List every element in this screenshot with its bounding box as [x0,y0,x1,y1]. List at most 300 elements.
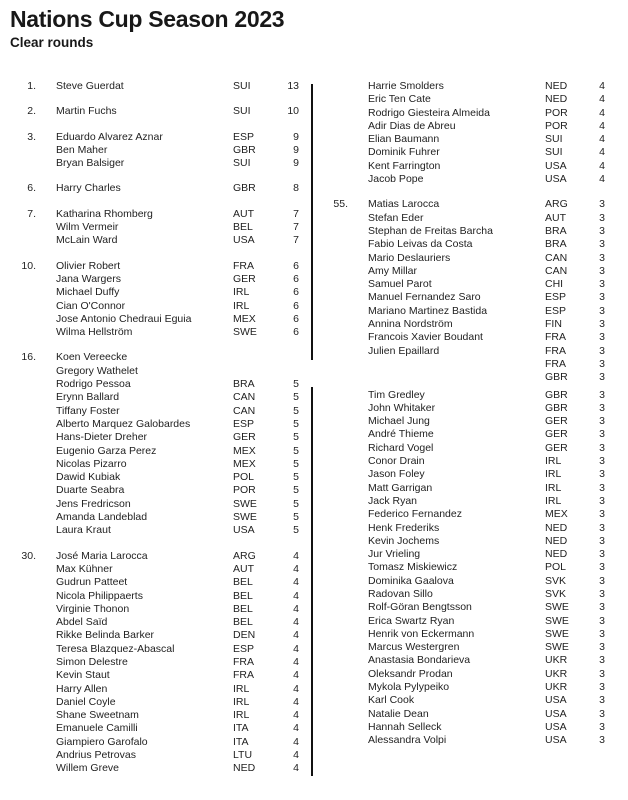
clear-rounds-count: 9 [293,157,299,170]
nation-code: ESP [233,130,255,143]
rank-cell [322,601,348,614]
nation-code: GBR [233,182,256,195]
rank-cell [10,431,36,444]
table-row [10,300,302,313]
table-row [322,107,608,120]
rider-name: Manuel Fernandez Saro [368,291,481,304]
page-subtitle: Clear rounds [10,35,94,50]
rank-cell [10,524,36,537]
table-row [10,405,302,418]
clear-rounds-count: 7 [293,221,299,234]
rider-name: Jens Fredricson [56,497,131,510]
rank-cell [10,144,36,157]
rider-name: Dominik Fuhrer [368,146,440,159]
clear-rounds-count: 4 [599,93,605,106]
nation-code: USA [545,707,567,720]
clear-rounds-count: 3 [599,401,605,414]
table-row [10,182,302,195]
rank-group [10,105,302,118]
table-row [10,563,302,576]
nation-code: UKR [545,681,568,694]
rider-name: Dominika Gaalova [368,574,454,587]
table-row [322,694,608,707]
table-row [322,371,608,384]
rank-cell [322,160,348,173]
clear-rounds-count: 4 [293,602,299,615]
table-row [10,722,302,735]
rank-cell [322,358,348,371]
table-row [10,590,302,603]
rank-group [322,80,608,186]
rider-name: Giampiero Garofalo [56,735,148,748]
rider-name: Katharina Rhomberg [56,207,153,220]
rank-cell [10,590,36,603]
nation-code: GER [545,441,568,454]
table-row [322,146,608,159]
nation-code: GBR [545,401,568,414]
rank-cell [10,762,36,775]
table-row [10,131,302,144]
nation-code: SWE [545,614,569,627]
rank-cell: 55. [333,198,348,211]
rank-cell [10,378,36,391]
clear-rounds-count: 4 [293,642,299,655]
ranking-column-left [10,80,302,776]
table-row [322,318,608,331]
nation-code: ITA [233,722,249,735]
rider-name: Jose Antonio Chedraui Eguia [56,312,192,325]
nation-code: NED [545,80,568,92]
nation-code: ESP [233,417,255,430]
clear-rounds-count: 3 [599,587,605,600]
rider-name: Jana Wargers [56,272,121,285]
rank-group [10,260,302,340]
rank-cell [10,736,36,749]
table-row [10,511,302,524]
nation-code: AUT [233,562,254,575]
rank-group [10,208,302,248]
nation-code: IRL [233,286,250,299]
nation-code: BRA [545,224,567,237]
nation-code [233,351,285,364]
clear-rounds-count: 13 [287,80,299,92]
rank-cell [322,120,348,133]
clear-rounds-count: 3 [599,494,605,507]
nation-code: IRL [233,695,250,708]
rank-cell [10,722,36,735]
rank-cell [322,681,348,694]
nation-code: USA [233,524,255,537]
rider-name: Bryan Balsiger [56,157,125,170]
rank-cell: 7. [27,207,36,220]
clear-rounds-count: 3 [599,455,605,468]
rank-cell [10,418,36,431]
table-row [322,225,608,238]
table-row [10,762,302,775]
rider-name: Shane Sweetnam [56,709,139,722]
table-row [322,345,608,358]
table-row [10,550,302,563]
rider-name: Erynn Ballard [56,391,120,404]
clear-rounds-count: 3 [599,331,605,344]
nation-code: IRL [233,299,250,312]
table-row [322,291,608,304]
table-row [10,221,302,234]
nation-code: SWE [545,627,569,640]
nation-code: POR [545,119,568,132]
rank-cell [322,721,348,734]
table-row [10,260,302,273]
rank-cell: 16. [21,351,36,364]
table-row [10,378,302,391]
rank-cell [10,234,36,247]
rider-name: McLain Ward [56,234,118,247]
rider-name: Elian Baumann [368,133,440,146]
table-row [10,234,302,247]
rider-name: Alessandra Volpi [368,734,447,747]
clear-rounds-count: 4 [599,80,605,92]
clear-rounds-count: 4 [599,133,605,146]
clear-rounds-count: 4 [293,562,299,575]
clear-rounds-count: 10 [287,105,299,118]
rider-name: Mariano Martinez Bastida [368,304,488,317]
nation-code: USA [233,234,255,247]
table-row [10,391,302,404]
nation-code: SWE [233,326,257,339]
table-row [10,484,302,497]
table-row [10,749,302,762]
rider-name: Nicolas Pizarro [56,457,127,470]
rank-cell: 6. [27,182,36,195]
rider-name: Jacob Pope [368,173,424,186]
clear-rounds-count: 5 [293,524,299,537]
rider-name: Steve Guerdat [56,80,124,92]
nation-code: FIN [545,318,562,331]
table-row [322,358,608,371]
rank-cell [10,300,36,313]
rider-name: Laura Kraut [56,524,111,537]
nation-code: POR [545,106,568,119]
nation-code: NED [545,548,568,561]
rank-cell [322,561,348,574]
rider-name: Eugenio Garza Perez [56,444,157,457]
table-row [10,418,302,431]
rider-name: Samuel Parot [368,278,432,291]
rank-cell [10,643,36,656]
rank-cell [10,603,36,616]
nation-code: IRL [545,468,562,481]
rider-name: Wilm Vermeir [56,221,119,234]
rider-name: Karl Cook [368,694,415,707]
table-row [322,535,608,548]
rider-name: José Maria Larocca [56,549,148,562]
rank-cell [10,405,36,418]
table-row [322,212,608,225]
clear-rounds-count: 3 [599,278,605,291]
clear-rounds-count: 3 [599,388,605,401]
table-row [322,482,608,495]
rank-cell [322,468,348,481]
nation-code: SWE [545,601,569,614]
rank-cell [322,575,348,588]
clear-rounds-count: 4 [293,682,299,695]
nation-code: FRA [233,669,254,682]
table-row [322,522,608,535]
clear-rounds-count: 4 [599,173,605,186]
rider-name: Olivier Robert [56,259,121,272]
page-title: Nations Cup Season 2023 [10,6,285,32]
nation-code: AUT [233,207,254,220]
nation-code: FRA [545,344,566,357]
rider-name: Francois Xavier Boudant [368,331,483,344]
rank-cell [322,708,348,721]
clear-rounds-count: 3 [599,371,605,384]
table-row [10,683,302,696]
rider-name: Federico Fernandez [368,508,462,521]
rank-cell [322,442,348,455]
nation-code: BRA [233,378,255,391]
clear-rounds-count: 3 [599,441,605,454]
rider-name: Cian O'Connor [56,299,126,312]
clear-rounds-count: 3 [599,508,605,521]
rider-name: Emanuele Camilli [56,722,138,735]
table-row [322,133,608,146]
nation-code: GER [233,272,256,285]
table-row [10,709,302,722]
rider-name: Hannah Selleck [368,720,442,733]
table-row [322,575,608,588]
rank-cell [322,548,348,561]
rank-cell [10,391,36,404]
clear-rounds-count: 3 [599,667,605,680]
rank-cell: 3. [27,130,36,143]
table-row [10,286,302,299]
nation-code: ARG [545,198,568,211]
rank-cell [322,93,348,106]
clear-rounds-count: 3 [599,468,605,481]
rider-name: Rolf-Göran Bengtsson [368,601,472,614]
table-row [10,365,302,378]
rider-name: Tim Gredley [368,388,425,401]
nation-code [233,365,285,378]
nation-code: SWE [545,641,569,654]
rank-cell [322,252,348,265]
rider-name: Simon Delestre [56,655,128,668]
clear-rounds-count: 6 [293,286,299,299]
table-row [10,576,302,589]
table-row [322,668,608,681]
table-row [322,708,608,721]
nation-code: CAN [545,264,568,277]
rank-cell [10,365,36,378]
rider-name: Amy Millar [368,264,417,277]
rider-name: Harry Charles [56,182,121,195]
clear-rounds-count: 5 [293,404,299,417]
clear-rounds-count: 3 [599,534,605,547]
clear-rounds-count: 4 [293,709,299,722]
rider-name: Anastasia Bondarieva [368,654,471,667]
clear-rounds-count: 4 [293,735,299,748]
table-row [10,603,302,616]
rider-name: Radovan Sillo [368,587,433,600]
nation-code: ESP [233,642,255,655]
rank-cell [322,389,348,402]
nation-code: USA [545,720,567,733]
table-row [10,471,302,484]
table-row [10,431,302,444]
table-row [10,458,302,471]
rider-name: Michael Duffy [56,286,120,299]
table-row [322,93,608,106]
nation-code: BEL [233,576,253,589]
table-row [322,428,608,441]
rider-name: Matt Garrigan [368,481,433,494]
table-row [322,561,608,574]
clear-rounds-count: 3 [599,614,605,627]
table-row [10,105,302,118]
rider-name: Kevin Staut [56,669,110,682]
rank-cell: 1. [27,80,36,92]
nation-code: ITA [233,735,249,748]
rank-cell [10,576,36,589]
nation-code: SUI [233,80,251,92]
rider-name: Marcus Westergren [368,641,460,654]
table-row [322,508,608,521]
clear-rounds-count [285,365,302,378]
rank-cell [322,173,348,186]
nation-code: SVK [545,587,567,600]
nation-code: UKR [545,654,568,667]
table-row [10,326,302,339]
rank-cell [322,371,348,384]
rider-name: Richard Vogel [368,441,434,454]
clear-rounds-count: 4 [293,576,299,589]
clear-rounds-count: 3 [599,198,605,211]
nation-code: BEL [233,589,253,602]
table-row [322,442,608,455]
clear-rounds-count: 3 [599,224,605,237]
clear-rounds-count: 3 [599,548,605,561]
nation-code: AUT [545,211,566,224]
nation-code: IRL [233,682,250,695]
clear-rounds-count: 5 [293,497,299,510]
clear-rounds-count: 3 [599,601,605,614]
rank-cell [10,445,36,458]
clear-rounds-count: 4 [293,549,299,562]
rank-cell [322,345,348,358]
rider-name: Ben Maher [56,143,108,156]
clear-rounds-count: 3 [599,428,605,441]
rider-name: Eduardo Alvarez Aznar [56,130,163,143]
clear-rounds-count: 5 [293,511,299,524]
rank-group [322,389,608,748]
table-row [322,80,608,93]
nation-code: SUI [545,133,563,146]
rider-name: Conor Drain [368,455,425,468]
nation-code: GER [545,428,568,441]
rank-group [10,182,302,195]
clear-rounds-count: 4 [293,616,299,629]
table-row [322,588,608,601]
table-row [10,669,302,682]
clear-rounds-count: 4 [293,669,299,682]
rider-name: Jur Vrieling [368,548,421,561]
clear-rounds-count: 4 [293,589,299,602]
rider-name: Michael Jung [368,415,430,428]
table-row [322,721,608,734]
rank-cell [10,669,36,682]
table-row [10,736,302,749]
nation-code: CAN [233,391,256,404]
clear-rounds-count: 5 [293,431,299,444]
rider-name: Harrie Smolders [368,80,444,92]
nation-code: IRL [545,481,562,494]
rider-name: Wilma Hellström [56,326,133,339]
table-row [322,468,608,481]
clear-rounds-count: 3 [599,318,605,331]
rank-cell [10,286,36,299]
rider-name: Jack Ryan [368,494,418,507]
rank-cell: 2. [27,105,36,118]
nation-code: MEX [233,444,256,457]
rider-name: Nicola Philippaerts [56,589,143,602]
column-divider-top [311,84,313,360]
rank-cell [322,238,348,251]
clear-rounds-count: 3 [599,251,605,264]
nation-code: POL [233,471,255,484]
nation-code: DEN [233,629,256,642]
rank-cell [322,415,348,428]
clear-rounds-count: 3 [599,641,605,654]
clear-rounds-count: 9 [293,130,299,143]
table-row [322,198,608,211]
clear-rounds-count: 3 [599,291,605,304]
nation-code: SUI [545,146,563,159]
ranking-column-right [322,80,608,748]
clear-rounds-count: 4 [293,722,299,735]
rank-cell [10,709,36,722]
nation-code: USA [545,694,567,707]
rank-cell [322,455,348,468]
rider-name: Abdel Saïd [56,616,108,629]
table-row [322,331,608,344]
clear-rounds-count: 3 [599,481,605,494]
clear-rounds-count: 5 [293,378,299,391]
rank-group [10,351,302,537]
clear-rounds-count: 3 [599,211,605,224]
nation-code: LTU [233,749,253,762]
clear-rounds-count: 3 [599,344,605,357]
nation-code: FRA [545,357,566,370]
rider-name: Harry Allen [56,682,108,695]
nation-code: GBR [545,388,568,401]
rank-cell [322,668,348,681]
clear-rounds-count: 4 [599,159,605,172]
rank-cell [10,458,36,471]
nation-code: FRA [545,331,566,344]
rider-name: Dawid Kubiak [56,471,121,484]
table-row [10,445,302,458]
rank-cell [322,318,348,331]
nation-code: FRA [233,259,254,272]
table-row [10,616,302,629]
table-row [322,681,608,694]
nation-code: BRA [545,238,567,251]
rider-name: Julien Epaillard [368,344,440,357]
rank-cell [322,107,348,120]
table-row [10,656,302,669]
rank-cell [322,265,348,278]
